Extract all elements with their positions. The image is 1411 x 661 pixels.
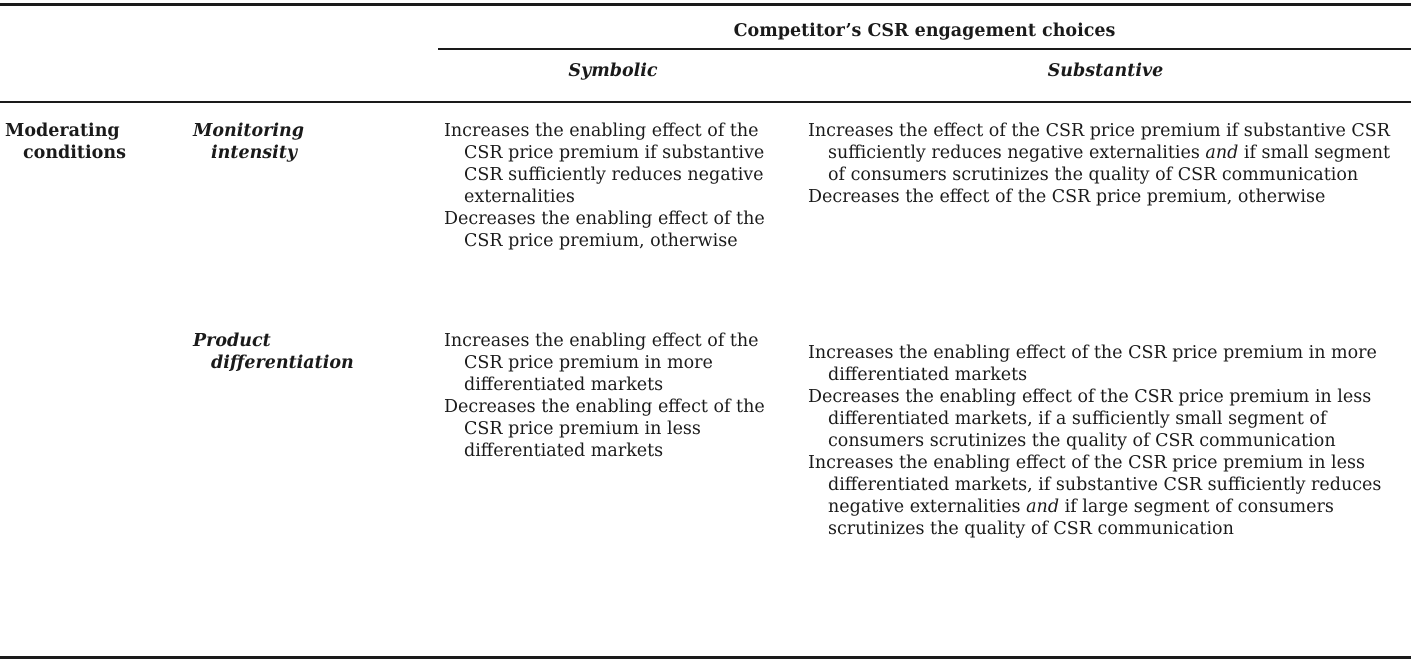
entry-text: if large segment of consumers scrutinizes the quality of CSR communication bbox=[828, 497, 1334, 539]
cell-monitoring-substantive bbox=[808, 120, 1404, 208]
header-bottom-rule bbox=[0, 101, 1411, 103]
group-header: Competitor’s CSR engagement choices bbox=[733, 21, 1116, 41]
entry bbox=[808, 342, 1404, 386]
entry-text: Decreases the enabling effect of the CSR price premium in less differentiated markets, if a sufficiently small segment of consumers scrutinizes the quality of CSR communication bbox=[808, 387, 1372, 451]
col-header-symbolic: Symbolic bbox=[568, 61, 658, 81]
entry bbox=[808, 386, 1404, 452]
entry: Increases the enabling effect of the CSR price premium in more differentiated markets bbox=[444, 331, 759, 395]
bottom-rule bbox=[0, 656, 1411, 659]
entry-text: Decreases the effect of the CSR price premium, otherwise bbox=[808, 187, 1326, 207]
entry bbox=[808, 452, 1404, 540]
entry bbox=[808, 120, 1404, 186]
entry-emphasis: and bbox=[1205, 143, 1239, 163]
row-label-monitoring-line1: Monitoring bbox=[193, 121, 304, 141]
entry bbox=[808, 186, 1404, 208]
cell-differentiation-substantive bbox=[808, 342, 1404, 540]
top-rule bbox=[0, 3, 1411, 6]
row-label-differentiation-line1: Product bbox=[193, 331, 271, 351]
col-header-substantive: Substantive bbox=[1047, 61, 1164, 81]
entry: Increases the enabling effect of the CSR price premium if substantive CSR sufficiently reduces negative externalities bbox=[444, 121, 765, 207]
cell-differentiation-symbolic bbox=[444, 330, 784, 462]
entry-emphasis: and bbox=[1026, 497, 1060, 517]
entry-text: Increases the enabling effect of the CSR price premium in less differentiated markets, if substantive CSR sufficiently reduces negative externalities bbox=[808, 453, 1382, 517]
entry-text: Increases the effect of the CSR price premium if substantive CSR sufficiently reduces negative externalities bbox=[808, 121, 1390, 163]
stub-label-line1: Moderating bbox=[5, 121, 120, 141]
group-header-rule bbox=[438, 48, 1411, 50]
row-label-monitoring-line2: intensity bbox=[211, 143, 298, 163]
stub-label-line2: conditions bbox=[23, 143, 126, 163]
row-label-differentiation-line2: differentiation bbox=[211, 353, 354, 373]
entry-text: Increases the enabling effect of the CSR price premium in more differentiated markets bbox=[808, 343, 1377, 385]
cell-monitoring-symbolic bbox=[444, 120, 784, 252]
entry: Decreases the enabling effect of the CSR price premium, otherwise bbox=[444, 209, 765, 251]
entry-text: if small segment of consumers scrutinizes the quality of CSR communication bbox=[828, 143, 1391, 185]
entry: Decreases the enabling effect of the CSR price premium in less differentiated markets bbox=[444, 397, 765, 461]
